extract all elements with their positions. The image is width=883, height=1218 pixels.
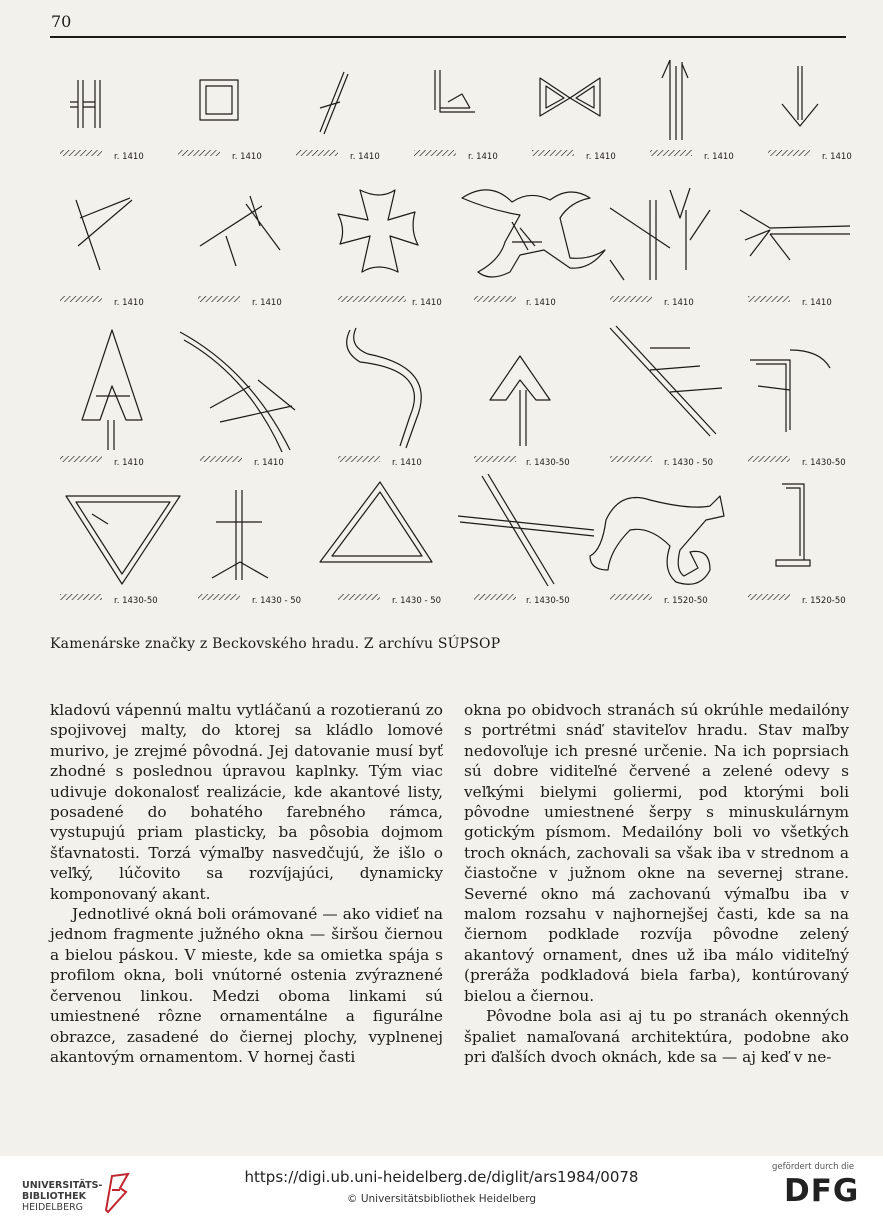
paragraph: kladovú vápennú maltu vytláčanú a rozotieranú zo spojivovej malty, do ktorej sa kládlo lomové murivo, je zrejmé pôvodná. Jej datovanie musí byť zhodné s poslednou úpravou kaplnky. Tým viac udivuje dokonalosť realizácie, kde akantové listy, posadené do bohatého farebného rámca, vystupujú priam plasticky, ba pôsobia dojmom šťavnatosti. Torzá výmaľby nasvedčujú, že išlo o veľký, lúčovito sa rozvíjajúci, dynamicky komponovaný akant. (50, 701, 443, 903)
mark-maltese-cross (338, 190, 418, 272)
viewer-footer (0, 1156, 883, 1218)
mark-date: r. 1410 (232, 152, 262, 162)
mark-long-cross (458, 474, 594, 586)
body-column-left (50, 700, 443, 1067)
funding-note: gefördert durch die (772, 1162, 855, 1172)
library-name-line: HEIDELBERG (22, 1202, 84, 1213)
figure-caption: Kamenárske značky z Beckovského hradu. Z archívu SÚPSOP (50, 636, 501, 652)
mark-date: r. 1410 (822, 152, 852, 162)
mark-date: r. 1430-50 (526, 596, 570, 606)
mark-j-shape (750, 350, 830, 432)
mark-date: r. 1520-50 (802, 596, 846, 606)
mark-date: r. 1410 (526, 298, 556, 308)
mark-gate (610, 188, 710, 280)
mark-compass (180, 332, 295, 452)
mark-date: r. 1410 (586, 152, 616, 162)
paragraph: okna po obidvoch stranách sú okrúhle medailóny s portrétmi snáď staviteľov hradu. Stav maľby nedovoľuje ich presné určenie. Na ich poprsiach sú dobre viditeľné červené a zelené odevy s veľkými bielymi goliermi, pod ktorými boli pôvodne umiestnené šerpy s minuskulárnym gotickým písmom. Medailóny boli vo všetkých troch oknách, zachovali sa však iba v strednom a čiastočne v južnom okne na severnej strane. Severné okno má zachovanú výmaľbu iba v malom rozsahu v najhornejšej časti, kde sa na čiernom podklade rozvíja pôvodne zelený akantový ornament, dnes už iba málo viditeľný (preráža podkladová biela farba), kontúrovaný bielou a čiernou. (464, 701, 849, 1005)
mark-down-arrow (782, 66, 818, 126)
mark-double-arrow (662, 60, 688, 140)
mark-date: r. 1410 (664, 298, 694, 308)
paragraph: Pôvodne bola asi aj tu po stranách okenných špaliet namaľovaná architektúra, podobne ako pri ďalších dvoch oknách, kde sa — aj keď v ne- (464, 1007, 849, 1066)
copyright-notice: © Universitätsbibliothek Heidelberg (346, 1193, 536, 1205)
mark-date: r. 1410 (468, 152, 498, 162)
mark-date: r. 1410 (802, 298, 832, 308)
library-name-line: UNIVERSITÄTS- (22, 1180, 103, 1191)
library-name-line: BIBLIOTHEK (22, 1191, 86, 1202)
mark-date: r. 1410 (114, 458, 144, 468)
mark-chevron-arrow (490, 356, 550, 446)
mark-date: r. 1410 (114, 298, 144, 308)
mark-flag (435, 70, 475, 112)
mark-bowtie (540, 78, 600, 116)
mark-date: r. 1410 (252, 298, 282, 308)
mark-down-triangle (66, 496, 180, 584)
mark-date: r. 1430 - 50 (252, 596, 302, 606)
mark-x-cross (76, 198, 132, 270)
mark-date: r. 1410 (254, 458, 284, 468)
mark-a-arrow (82, 330, 142, 450)
mark-date: r. 1410 (412, 298, 442, 308)
mark-date: r. 1520-50 (664, 596, 708, 606)
mark-triangle (320, 482, 432, 562)
permalink-url[interactable]: https://digi.ub.uni-heidelberg.de/diglit/ars1984/0078 (244, 1168, 639, 1186)
mark-cross-anchor (212, 490, 268, 580)
mark-diagonal-bars (610, 326, 722, 436)
mark-date: r. 1430-50 (526, 458, 570, 468)
mark-i-beam (776, 484, 810, 566)
mark-date: r. 1410 (350, 152, 380, 162)
mark-date: r. 1430 - 50 (664, 458, 714, 468)
mark-date: r. 1430-50 (802, 458, 846, 468)
mark-ornate-a (462, 190, 605, 277)
mark-date: r. 1410 (114, 152, 144, 162)
body-column-right (464, 700, 849, 1067)
mark-s-curve (347, 328, 422, 448)
mark-scroll (590, 496, 724, 584)
mark-slanted-bar (320, 72, 348, 134)
ground-hatches (60, 150, 810, 600)
paragraph: Jednotlivé okná boli orámované — ako vidieť na jednom fragmente južného okna — širšou čiernou a bielou páskou. V mieste, kde sa omietka spája s profilom okna, boli vnútorné ostenia zvýraznené červenou linkou. Medzi oboma linkami sú umiestnené rôzne ornamentálne a figurálne obrazce, zasadené do čiernej plochy, vyplnenej akantovým ornamentom. V hornej časti (50, 905, 443, 1066)
stonemason-marks-figure (50, 50, 860, 620)
header-rule (50, 36, 846, 38)
mark-date: r. 1430-50 (114, 596, 158, 606)
mark-date: r. 1410 (704, 152, 734, 162)
mark-date: r. 1430 - 50 (392, 596, 442, 606)
mark-date: r. 1410 (392, 458, 422, 468)
mark-branched (740, 210, 850, 260)
page-number: 70 (51, 12, 72, 31)
mark-square (200, 80, 238, 120)
dfg-logo[interactable]: DFG (784, 1173, 860, 1209)
mark-h-shape (70, 80, 100, 128)
mark-k-shape (200, 196, 280, 266)
